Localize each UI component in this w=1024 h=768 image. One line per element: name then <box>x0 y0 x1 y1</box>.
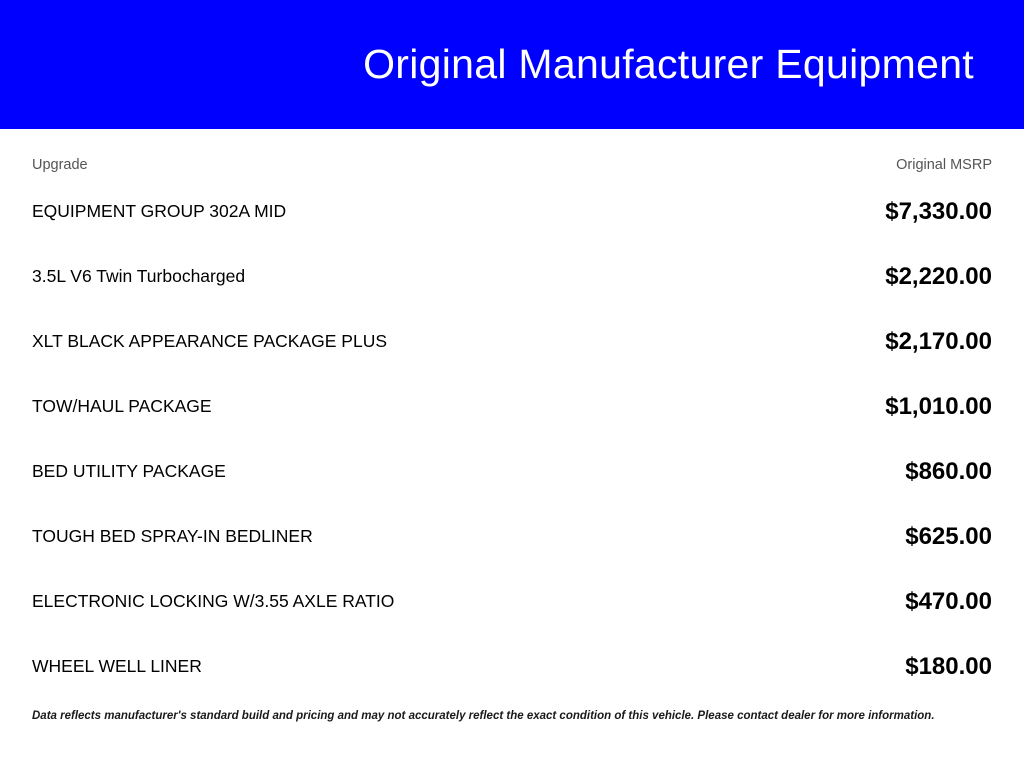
equipment-price: $860.00 <box>905 457 992 485</box>
equipment-name: TOUGH BED SPRAY-IN BEDLINER <box>32 526 313 546</box>
table-row <box>32 504 992 569</box>
table-row <box>32 634 992 699</box>
equipment-price: $2,170.00 <box>885 327 992 355</box>
equipment-price: $7,330.00 <box>885 197 992 225</box>
page-header <box>0 0 1024 129</box>
equipment-price: $1,010.00 <box>885 392 992 420</box>
equipment-name: ELECTRONIC LOCKING W/3.55 AXLE RATIO <box>32 591 395 611</box>
equipment-name: WHEEL WELL LINER <box>32 656 202 676</box>
table-row <box>32 374 992 439</box>
table-row <box>32 309 992 374</box>
table-row <box>32 569 992 634</box>
equipment-name: EQUIPMENT GROUP 302A MID <box>32 201 287 221</box>
equipment-name: TOW/HAUL PACKAGE <box>32 396 212 416</box>
equipment-price: $625.00 <box>905 522 992 550</box>
equipment-price: $470.00 <box>905 587 992 615</box>
table-row <box>32 244 992 309</box>
table-row <box>32 179 992 244</box>
column-header-msrp: Original MSRP <box>896 157 992 173</box>
page-title: Original Manufacturer Equipment <box>363 40 974 87</box>
equipment-price: $2,220.00 <box>885 262 992 290</box>
equipment-name: XLT BLACK APPEARANCE PACKAGE PLUS <box>32 331 387 351</box>
disclaimer-text: Data reflects manufacturer's standard build and pricing and may not accurately reflect the exact condition of this vehicle. Please contact dealer for more information. <box>32 710 935 722</box>
equipment-price: $180.00 <box>905 652 992 680</box>
table-column-headers <box>32 129 992 179</box>
table-row <box>32 439 992 504</box>
column-header-upgrade: Upgrade <box>32 157 88 173</box>
equipment-name: BED UTILITY PACKAGE <box>32 461 226 481</box>
equipment-content <box>0 129 1024 724</box>
equipment-list <box>32 179 992 699</box>
equipment-name: 3.5L V6 Twin Turbocharged <box>32 266 246 286</box>
